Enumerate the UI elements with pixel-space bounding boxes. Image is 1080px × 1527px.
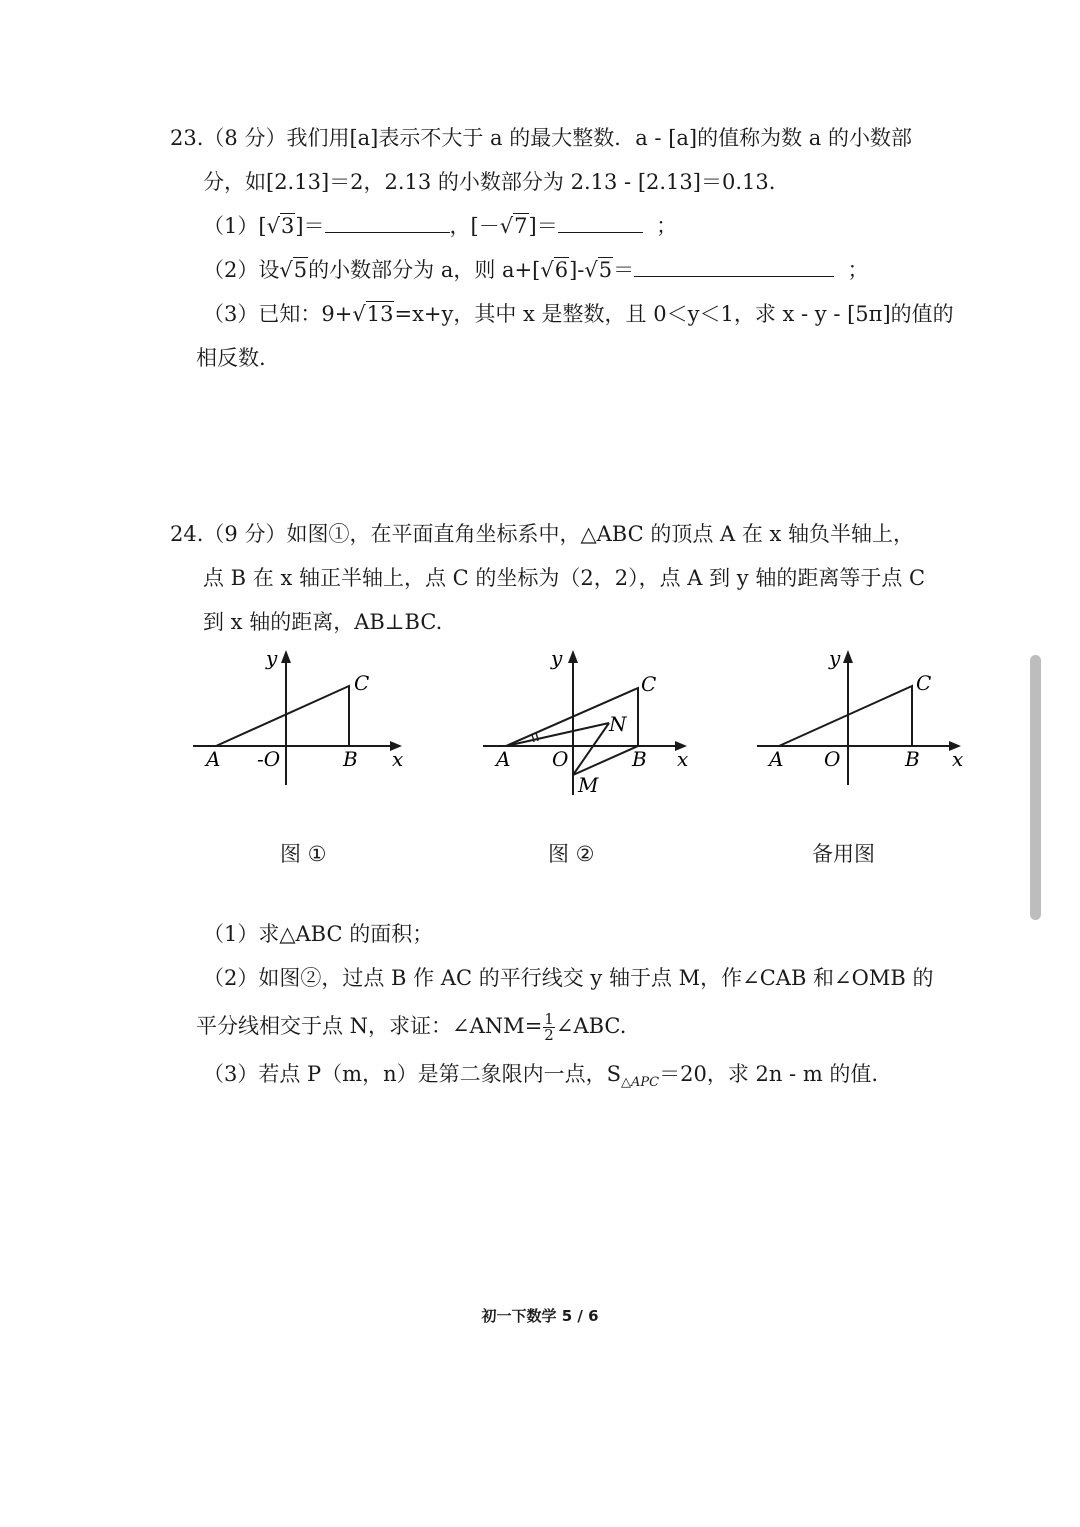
figure-1-caption: 图 ① [280,842,327,866]
fraction-one-half [543,1012,555,1043]
q24-p1-text: （1）求△ABC 的面积； [203,922,434,946]
q24-part-3 [203,1060,878,1097]
q24-stem-3: 到 x 轴的距离，AB⊥BC. [203,610,443,634]
triangle-abc [779,686,912,746]
q23-number: 23. [170,126,204,150]
label-m: M [578,773,599,797]
figure-2 [480,645,710,800]
label-o: O [824,747,841,771]
q23-p2-tag: （2） [203,258,259,282]
y-axis-arrow [843,650,853,663]
sqrt-5: √5 [279,258,308,282]
q24-part-2-line-2 [196,1012,626,1043]
q23-p1-text: [ [258,214,267,238]
q23-p3-text: =x+y，其中 x 是整数，且 0＜y＜1，求 x - y - [5π]的值的 [394,302,954,326]
label-b: B [905,747,920,771]
q23-p1-text: ，[－ [449,214,500,238]
label-c: C [641,672,657,696]
q24-stem-1: 如图①，在平面直角坐标系中，△ABC 的顶点 A 在 x 轴负半轴上， [286,522,915,546]
q23-part-3 [203,300,954,328]
sqrt-7: √7 [499,214,528,238]
q23-line-1 [170,124,912,152]
q23-p1-tag: （1） [203,214,259,238]
label-n: N [609,712,627,736]
q23-stem-1: 我们用[a]表示不大于 a 的最大整数．a - [a]的值称为数 a 的小数部 [286,126,912,150]
q24-line-2 [203,564,925,592]
label-x: x [952,747,964,771]
q23-part-3-line-2 [196,344,266,372]
label-o: O [552,747,569,771]
sqrt-13: √13 [352,302,394,326]
q23-p3-text: 已知：9+ [258,302,353,326]
sqrt-6: √6 [540,258,569,282]
q24-part-2 [203,964,933,992]
q24-p3-subscript: △APC [621,1075,660,1091]
figure-1 [190,645,420,785]
label-x: x [677,747,689,771]
q24-line-1 [170,520,914,548]
label-a: A [496,747,511,771]
label-o: -O [257,747,281,771]
figure-2-caption: 图 ② [548,842,595,866]
label-c: C [916,671,932,695]
figure-spare-diagram [752,645,982,785]
q23-part-2 [203,256,869,284]
label-a: A [206,747,221,771]
q24-p3-text-a: （3）若点 P（m，n）是第二象限内一点，S [203,1062,621,1086]
figure-spare [752,645,982,785]
y-axis-arrow [281,650,291,663]
scrollbar-thumb[interactable] [1030,655,1041,920]
sqrt-5: √5 [584,258,613,282]
q24-p2-line2a: 平分线相交于点 N，求证：∠ANM= [196,1014,543,1038]
answer-blank-2[interactable] [558,212,643,233]
label-y: y [829,646,841,670]
figure-1-diagram [190,645,420,785]
q23-points: （8 分） [203,126,287,150]
q23-p2-text: ＝ [613,258,635,282]
q24-stem-2: 点 B 在 x 轴正半轴上，点 C 的坐标为（2，2），点 A 到 y 轴的距离等于点 C [203,566,926,590]
q23-p2-text: 的小数部分为 a，则 a+[ [308,258,541,282]
q23-p2-text: ； [847,258,869,282]
q23-p1-text: ； [656,214,678,238]
q24-p3-text-b: ＝20，求 2n - m 的值. [659,1062,879,1086]
fraction-numerator: 1 [544,1010,554,1028]
triangle-abc [216,686,349,746]
q24-points: （9 分） [203,522,287,546]
q23-stem-2: 分，如[2.13]＝2，2.13 的小数部分为 2.13 - [2.13]＝0.13. [203,170,776,194]
q23-part-1 [203,212,677,240]
sqrt-3: √3 [266,214,295,238]
label-a: A [769,747,784,771]
fraction-denominator: 2 [544,1026,554,1044]
q24-part-1 [203,920,433,948]
q23-p3-tag: （3） [203,302,259,326]
q23-p3-line2: 相反数. [196,346,266,370]
q24-p2-line2b: ∠ABC. [555,1014,627,1038]
q23-p1-text: ]＝ [528,214,558,238]
answer-blank-1[interactable] [325,212,450,233]
bisector-an [506,723,609,746]
answer-blank-3[interactable] [634,256,834,277]
q23-p1-text: ]＝ [295,214,325,238]
q23-p2-text: 设 [258,258,280,282]
q23-p2-text: ]- [569,258,585,282]
y-axis-arrow [568,650,578,663]
page-footer: 初一下数学 5 / 6 [481,1307,599,1325]
label-y: y [551,646,563,670]
q24-p2-line1: （2）如图②，过点 B 作 AC 的平行线交 y 轴于点 M，作∠CAB 和∠OMB 的 [203,966,934,990]
label-x: x [392,747,404,771]
label-b: B [632,747,647,771]
label-c: C [354,671,370,695]
figure-spare-caption: 备用图 [812,842,875,866]
q23-line-2 [203,168,775,196]
figure-2-diagram [480,645,710,800]
label-y: y [266,646,278,670]
q24-line-3 [203,608,442,636]
q24-number: 24. [170,522,204,546]
label-b: B [343,747,358,771]
